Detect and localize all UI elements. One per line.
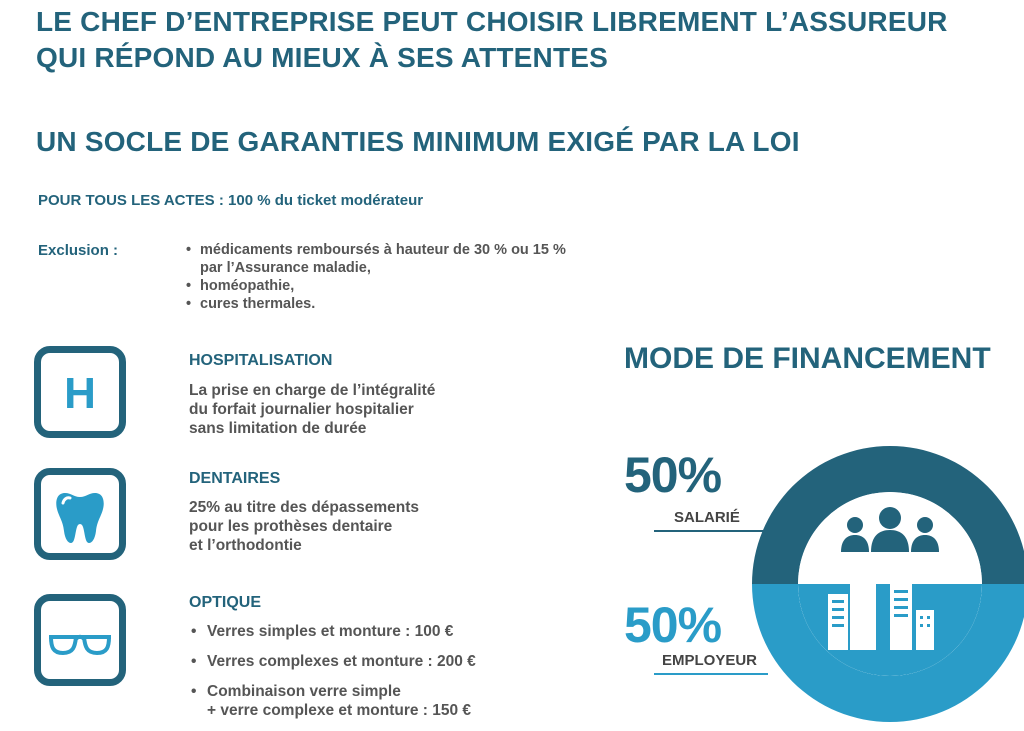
exclusion-item-text: médicaments remboursés à hauteur de 30 % ou 15 %	[200, 242, 566, 258]
glasses-icon	[41, 601, 119, 679]
optics-item: • Verres complexes et monture : 200 €	[189, 652, 549, 671]
employee-label: SALARIÉ	[674, 509, 740, 526]
optics-list	[189, 622, 549, 731]
dental-line: 25% au titre des dépassements	[189, 499, 420, 516]
optics-item-text: • Combinaison verre simple	[207, 683, 401, 700]
exclusion-item	[186, 241, 666, 277]
exclusion-item-text-cont: par l’Assurance maladie,	[200, 260, 371, 276]
hospital-line: du forfait journalier hospitalier	[189, 401, 414, 418]
hospital-body	[189, 381, 509, 438]
employer-underline	[654, 673, 768, 675]
exclusion-label: Exclusion :	[38, 242, 119, 259]
dental-line: pour les prothèses dentaire	[189, 518, 393, 535]
hospital-line: La prise en charge de l’intégralité	[189, 382, 436, 399]
dental-body	[189, 498, 509, 555]
main-title-line2: QUI RÉPOND AU MIEUX À SES ATTENTES	[36, 42, 609, 73]
optics-item: • Verres simples et monture : 100 €	[189, 622, 549, 641]
dental-line: et l’orthodontie	[189, 537, 302, 554]
all-acts-note: POUR TOUS LES ACTES : 100 % du ticket modérateur	[38, 192, 424, 209]
hospital-line: sans limitation de durée	[189, 420, 367, 437]
optics-icon-box	[34, 594, 126, 686]
employer-percent: 50%	[624, 597, 722, 653]
main-title-line1: LE CHEF D’ENTREPRISE PEUT CHOISIR LIBREMENT L’ASSUREUR	[36, 6, 948, 37]
optics-item	[189, 682, 549, 720]
hospital-h-icon: H	[64, 369, 96, 418]
tooth-icon	[41, 475, 119, 553]
exclusion-list	[186, 241, 666, 313]
optics-title: OPTIQUE	[189, 594, 262, 611]
exclusion-item: • cures thermales.	[186, 295, 666, 313]
hospital-icon-box	[34, 346, 126, 438]
main-title	[36, 4, 948, 76]
dental-icon-box	[34, 468, 126, 560]
employee-underline	[654, 530, 768, 532]
hospital-title: HOSPITALISATION	[189, 352, 333, 369]
employee-percent: 50%	[624, 447, 722, 503]
employer-label: EMPLOYEUR	[662, 652, 758, 669]
financing-donut	[752, 446, 1024, 722]
optics-item-text-cont: + verre complexe et monture : 150 €	[207, 702, 472, 719]
financing-title: MODE DE FINANCEMENT	[624, 342, 991, 375]
section-title: UN SOCLE DE GARANTIES MINIMUM EXIGÉ PAR LA LOI	[36, 126, 800, 157]
dental-title: DENTAIRES	[189, 470, 281, 487]
exclusion-item: • homéopathie,	[186, 277, 666, 295]
